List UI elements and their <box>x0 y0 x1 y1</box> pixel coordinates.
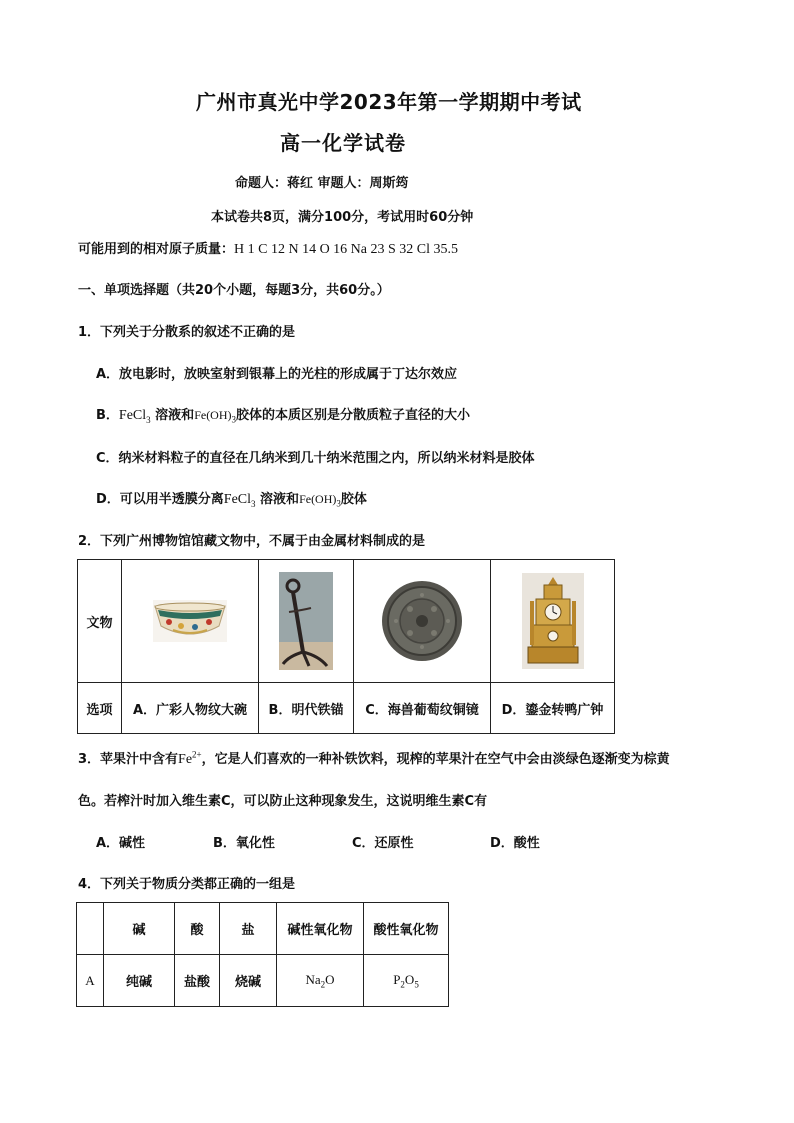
q4-cell-salt: 烧碱 <box>220 955 277 1007</box>
atomic-mass-label: 可能用到的相对原子质量： <box>78 242 235 257</box>
q1-d-mid: 溶液和 <box>255 492 300 507</box>
q3-option-a: A．碱性 <box>96 836 146 851</box>
gilt-clock-image <box>522 573 584 669</box>
q4-header-blank <box>77 903 104 955</box>
q4-table <box>76 902 449 1007</box>
q4-header-base: 碱 <box>104 903 175 955</box>
q1-b-mid: 溶液和 <box>150 408 195 423</box>
q1-d-post: 胶体 <box>340 492 367 507</box>
exam-info: 本试卷共8页，满分100分，考试用时60分钟 <box>211 210 474 225</box>
atomic-mass-line <box>78 238 458 258</box>
q1-d-prefix: D．可以用半透膜分离 <box>96 492 224 507</box>
q1-option-d <box>96 488 367 509</box>
exam-title: 广州市真光中学2023年第一学期期中考试 <box>196 90 582 114</box>
q1-b-formula1: FeCl$_3$ <box>118 408 151 425</box>
q1-b-formula2: $Fe(OH)_3$ <box>194 408 237 425</box>
q3-line2: 色。若榨汁时加入维生素C，可以防止这种现象发生，这说明维生素C有 <box>78 794 488 809</box>
q3-option-d: D．酸性 <box>490 836 540 851</box>
q1-option-b <box>96 404 470 425</box>
section-heading: 一、单项选择题（共20个小题，每题3分，共60分。） <box>78 283 390 298</box>
q1-b-prefix: B． <box>96 408 119 423</box>
q2-stem: 2．下列广州博物馆馆藏文物中，不属于由金属材料制成的是 <box>78 534 426 549</box>
q2-image-cell-d <box>491 560 615 683</box>
q1-d-formula2: $Fe(OH)_3$ <box>299 492 341 509</box>
q4-header-basic-oxide: 碱性氧化物 <box>277 903 364 955</box>
q3-line1-prefix: 3．苹果汁中含有 <box>78 752 179 767</box>
porcelain-bowl-image <box>153 600 227 642</box>
q2-image-cell-a <box>122 560 259 683</box>
bronze-mirror-image <box>380 579 464 663</box>
q3-line1 <box>78 748 670 768</box>
q4-header-acid: 酸 <box>175 903 220 955</box>
iron-anchor-image <box>279 572 333 670</box>
exam-subtitle: 高一化学试卷 <box>280 131 406 155</box>
q4-cell-acidic-oxide: $P_2O_5$ <box>364 955 449 1007</box>
q4-cell-acid: 盐酸 <box>175 955 220 1007</box>
q4-stem: 4．下列关于物质分类都正确的一组是 <box>78 877 296 892</box>
q4-header-salt: 盐 <box>220 903 277 955</box>
exam-authors: 命题人：蒋红 审题人：周斯筠 <box>235 176 409 191</box>
q1-option-c: C．纳米材料粒子的直径在几纳米到几十纳米范围之内，所以纳米材料是胶体 <box>96 451 535 466</box>
q4-cell-base: 纯碱 <box>104 955 175 1007</box>
q2-option-b: B．明代铁锚 <box>259 683 354 734</box>
q2-row-label-artifact: 文物 <box>78 560 122 683</box>
q4-cell-basic-oxide: $Na_2O$ <box>277 955 364 1007</box>
q3-option-b: B．氧化性 <box>213 836 275 851</box>
q2-row-label-option: 选项 <box>78 683 122 734</box>
q1-stem: 1．下列关于分散系的叙述不正确的是 <box>78 325 296 340</box>
q2-option-d: D．鎏金转鸭广钟 <box>491 683 615 734</box>
q2-image-cell-b <box>259 560 354 683</box>
q2-option-a: A．广彩人物纹大碗 <box>122 683 259 734</box>
q3-option-c: C．还原性 <box>352 836 414 851</box>
q4-header-acidic-oxide: 酸性氧化物 <box>364 903 449 955</box>
q3-ion: $Fe^{2+}$ <box>178 749 202 767</box>
q1-option-a: A．放电影时，放映室射到银幕上的光柱的形成属于丁达尔效应 <box>96 367 458 382</box>
q1-d-formula1: FeCl$_3$ <box>223 492 256 509</box>
q2-option-c: C．海兽葡萄纹铜镜 <box>354 683 491 734</box>
q4-row-label: A <box>77 955 104 1007</box>
atomic-mass-values: H 1 C 12 N 14 O 16 Na 23 S 32 Cl 35.5 <box>234 242 459 257</box>
q2-image-cell-c <box>354 560 491 683</box>
q3-line1-post: ，它是人们喜欢的一种补铁饮料，现榨的苹果汁在空气中会由淡绿色逐渐变为棕黄 <box>201 752 670 767</box>
q1-b-post: 胶体的本质区别是分散质粒子直径的大小 <box>236 408 471 423</box>
q2-table <box>77 559 615 734</box>
